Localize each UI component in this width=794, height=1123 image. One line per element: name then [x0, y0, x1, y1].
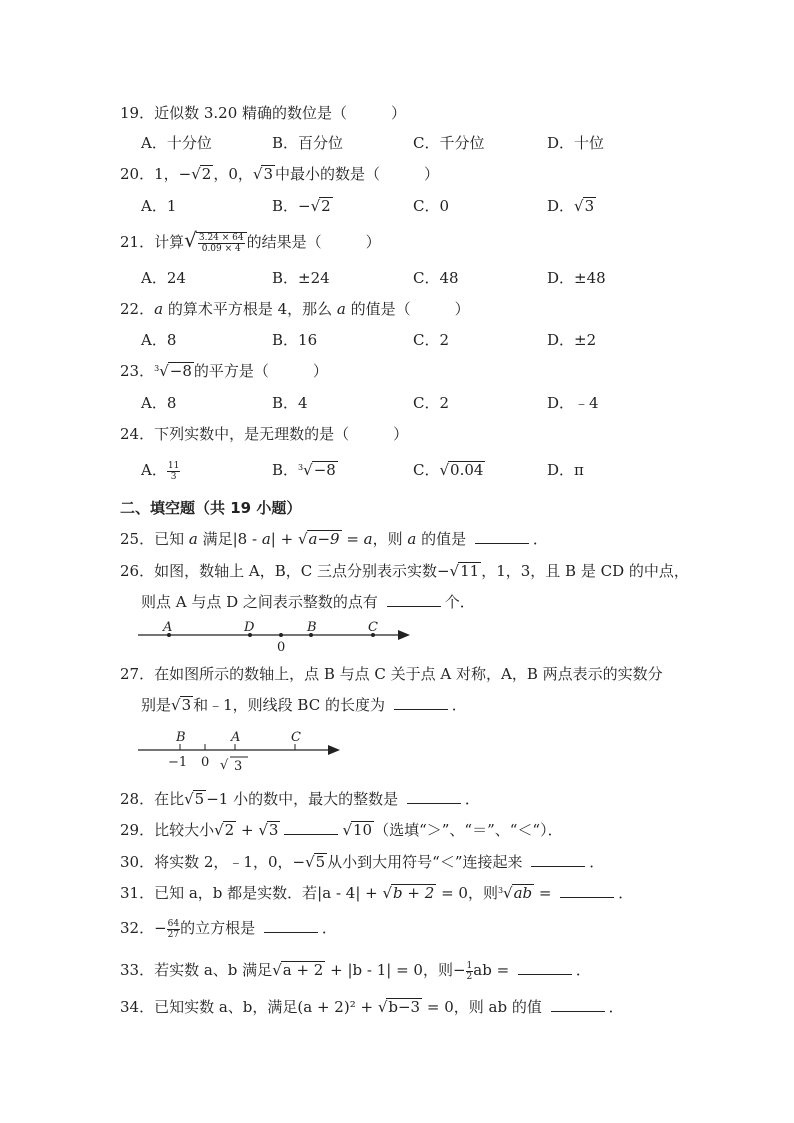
question-23: 23．$^3$√−8 的平方是（ ）	[120, 362, 328, 380]
question-29: 29．比较大小√2 + √3 √10 （选填“＞”、“＝”、“＜“）．	[120, 821, 563, 839]
point-label-b: B	[307, 620, 317, 635]
question-24-options	[141, 459, 701, 481]
fraction: $\frac{3.24 \times 64}{0.09 \times 4}$	[198, 232, 244, 254]
point-label-c: C	[291, 730, 301, 745]
answer-blank[interactable]	[475, 529, 529, 544]
answer-blank[interactable]	[284, 820, 338, 835]
point-label-a: A	[231, 730, 241, 745]
question-number: 19．	[120, 104, 155, 122]
option-c: C．2	[413, 394, 450, 412]
svg-text:√: √	[220, 758, 229, 773]
answer-blank[interactable]	[407, 789, 461, 804]
question-34: 34．已知实数 a、b，满足(a + 2)² + √b−3 = 0，则 ab 的值 ．	[120, 998, 624, 1016]
answer-blank[interactable]	[387, 592, 441, 607]
option-a: A．8	[141, 331, 177, 349]
point-label-d: D	[244, 620, 255, 635]
answer-blank[interactable]	[518, 960, 572, 975]
option-c: C．0	[413, 197, 450, 215]
option-a: A． $\frac{11}{3}$	[141, 460, 180, 482]
number-line-figure-26	[136, 618, 416, 654]
option-d: D．π	[547, 461, 584, 479]
answer-blank[interactable]	[560, 883, 614, 898]
answer-blank[interactable]	[264, 918, 318, 933]
option-c: C．√0.04	[413, 461, 484, 479]
question-19: 19．近似数 3.20 精确的数位是（ ）	[120, 104, 407, 122]
option-a: A．24	[141, 269, 186, 287]
option-c: C．2	[413, 331, 450, 349]
question-20: 20．1，−√2 ，0，√3 中最小的数是（ ）	[120, 165, 440, 183]
tick-label-0: 0	[201, 755, 210, 770]
point-label-a: A	[163, 620, 173, 635]
option-a: A．8	[141, 394, 177, 412]
question-number: 20．	[120, 165, 155, 183]
answer-blank[interactable]	[551, 997, 605, 1012]
question-number: 21．	[120, 233, 155, 251]
question-21: 21．计算√ $\frac{3.24 \times 64}{0.09 \times 4}$ 的结果是（ ）	[120, 228, 381, 254]
answer-blank[interactable]	[394, 695, 448, 710]
question-19-options	[141, 132, 701, 154]
point-label-b: B	[176, 730, 186, 745]
tick-label-sqrt3: 3	[234, 759, 243, 774]
option-b: B．16	[272, 331, 318, 349]
question-22-options	[141, 329, 701, 351]
option-d: D．±48	[547, 269, 606, 287]
option-b: B．$^3$√−8	[272, 461, 336, 479]
option-c: C．千分位	[413, 134, 485, 152]
question-number: 24．	[120, 425, 155, 443]
number-line-figure-27	[136, 727, 346, 775]
origin-label: 0	[277, 640, 286, 654]
radicand: 2	[201, 165, 212, 183]
question-number: 22．	[120, 300, 155, 318]
question-26: 26．如图，数轴上 A，B，C 三点分别表示实数−√11 ，1，3，且 B 是 CD 的中点，	[120, 562, 689, 580]
option-d: D．√3	[547, 197, 595, 215]
question-27: 27．在如图所示的数轴上，点 B 与点 C 关于点 A 对称，A，B 两点表示的实数分	[120, 665, 663, 683]
question-28: 28．在比√5 −1 小的数中，最大的整数是 ．	[120, 790, 480, 808]
answer-blank[interactable]	[531, 852, 585, 867]
option-d: D．﹣4	[547, 394, 599, 412]
question-27-line2: 别是√3 和﹣1，则线段 BC 的长度为 ．	[141, 696, 467, 714]
question-21-options	[141, 267, 701, 289]
point-label-c: C	[368, 620, 378, 635]
question-20-options	[141, 195, 701, 217]
question-31: 31．已知 a，b 都是实数．若|a - 4| + √b + 2 = 0，则$^3$√ab = ．	[120, 884, 634, 902]
option-a: A．十分位	[141, 134, 212, 152]
option-b: B．−√2	[272, 197, 331, 215]
option-d: D．±2	[547, 331, 597, 349]
radicand: 3	[263, 165, 273, 183]
tick-label-neg1: −1	[168, 755, 188, 770]
question-number: 23．	[120, 362, 155, 380]
option-b: B．±24	[272, 269, 330, 287]
section-title: 二、填空题（共 19 小题）	[120, 499, 302, 517]
option-b: B．4	[272, 394, 308, 412]
option-c: C．48	[413, 269, 459, 287]
question-30: 30．将实数 2，﹣1，0，−√5 从小到大用符号“＜”连接起来 ．	[120, 853, 605, 871]
option-d: D．十位	[547, 134, 605, 152]
question-text: 近似数 3.20 精确的数位是（	[154, 104, 348, 122]
question-25: 25．已知 a 满足|8 - a| + √a−9 = a，则 a 的值是 ．	[120, 530, 548, 548]
question-26-line2: 则点 A 与点 D 之间表示整数的点有 个．	[141, 593, 475, 611]
question-24: 24．下列实数中，是无理数的是（ ）	[120, 425, 409, 443]
question-32: 32．− $\frac{64}{27}$ 的立方根是 ．	[120, 918, 337, 940]
option-a: A．1	[141, 197, 177, 215]
option-b: B．百分位	[272, 134, 344, 152]
question-33: 33．若实数 a、b 满足√a + 2 + |b - 1| = 0，则− $\frac{1}{2}$ ab = ．	[120, 960, 591, 982]
question-22: 22．a 的算术平方根是 4，那么 a 的值是（ ）	[120, 300, 470, 318]
question-23-options	[141, 392, 701, 414]
